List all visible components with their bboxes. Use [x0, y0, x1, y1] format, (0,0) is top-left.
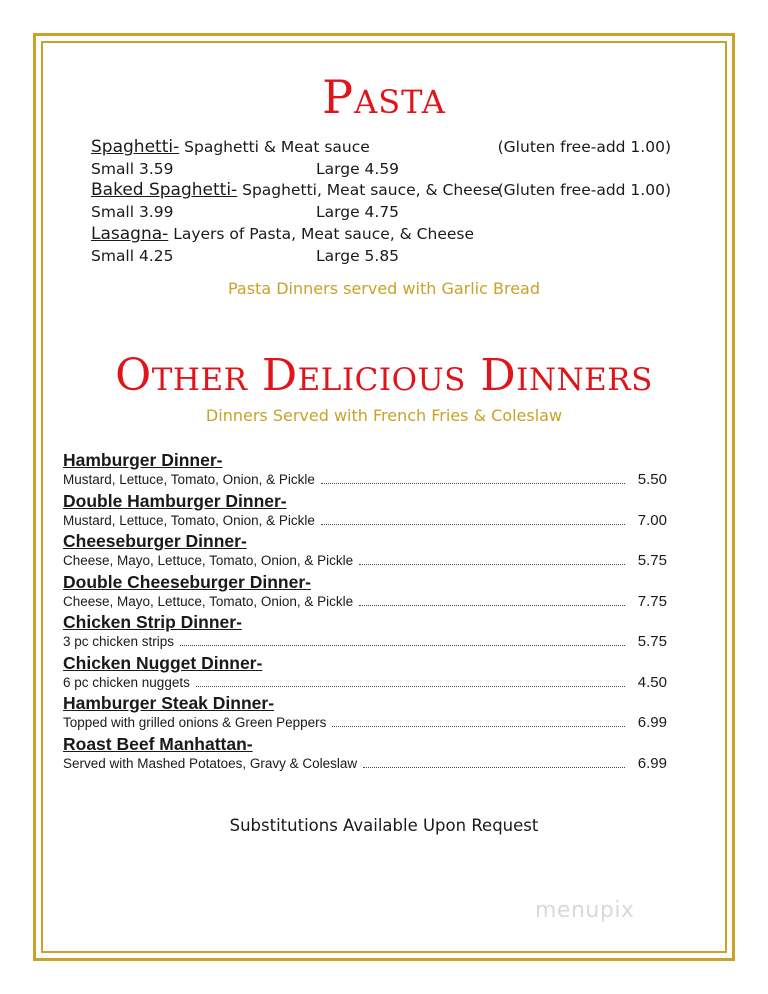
dot-leader — [321, 524, 625, 525]
small-price: Small 3.59 — [91, 160, 174, 178]
dinner-item — [63, 653, 667, 694]
dinner-name: Chicken Strip Dinner- — [63, 612, 242, 632]
dinner-desc: Cheese, Mayo, Lettuce, Tomato, Onion, & Pickle — [63, 593, 354, 609]
dinner-name: Double Cheeseburger Dinner- — [63, 571, 311, 592]
dinner-item — [63, 734, 667, 775]
dinner-price: 5.50 — [637, 471, 667, 488]
pasta-item-desc: Spaghetti & Meat sauce — [179, 138, 370, 156]
dot-leader — [363, 767, 625, 768]
menupix-watermark: menupix — [535, 898, 635, 923]
pasta-item-name: Lasagna- — [91, 224, 169, 244]
dinner-price: 4.50 — [637, 673, 667, 691]
pasta-item-spaghetti — [91, 137, 671, 181]
dinner-name: Hamburger Steak Dinner- — [63, 693, 275, 713]
dot-leader — [321, 483, 625, 484]
dinner-desc: Mustard, Lettuce, Tomato, Onion, & Pickle — [63, 512, 315, 528]
dinner-desc: 6 pc chicken nuggets — [63, 674, 190, 690]
dinner-price: 6.99 — [637, 754, 667, 772]
pasta-item-name: Baked Spaghetti- — [91, 180, 238, 200]
dinner-price: 6.99 — [637, 714, 667, 731]
pasta-note: Pasta Dinners served with Garlic Bread — [227, 279, 541, 298]
dinner-price: 7.75 — [637, 592, 667, 610]
dot-leader — [332, 726, 625, 727]
dinner-item — [63, 693, 667, 734]
dinner-item — [63, 612, 667, 653]
dinner-desc: Cheese, Mayo, Lettuce, Tomato, Onion, & Pickle — [63, 553, 354, 568]
dinner-desc: 3 pc chicken strips — [63, 634, 175, 649]
pasta-item-baked-spaghetti — [91, 180, 671, 224]
dinner-name: Cheeseburger Dinner- — [63, 531, 247, 551]
dot-leader — [196, 686, 625, 687]
dinner-price: 5.75 — [637, 552, 667, 569]
pasta-title: Pasta — [322, 70, 446, 124]
dinner-item — [63, 531, 667, 572]
dinner-item — [63, 450, 667, 491]
dinner-price: 5.75 — [637, 633, 667, 650]
dinner-name: Chicken Nugget Dinner- — [63, 652, 263, 673]
pasta-item-desc: Spaghetti, Meat sauce, & Cheese — [237, 181, 500, 199]
small-price: Small 4.25 — [91, 247, 174, 265]
dinners-subtitle: Dinners Served with French Fries & Coleslaw — [205, 406, 563, 425]
gluten-free-note: (Gluten free-add 1.00) — [497, 138, 671, 156]
dinner-name: Double Hamburger Dinner- — [63, 490, 287, 511]
dinners-title: Other Delicious Dinners — [115, 350, 653, 401]
gluten-free-note: (Gluten free-add 1.00) — [497, 181, 671, 199]
large-price: Large 4.75 — [316, 203, 400, 221]
dinner-desc: Mustard, Lettuce, Tomato, Onion, & Pickle — [63, 472, 315, 487]
pasta-item-desc: Layers of Pasta, Meat sauce, & Cheese — [168, 225, 475, 243]
small-price: Small 3.99 — [91, 203, 174, 221]
dinner-name: Hamburger Dinner- — [63, 450, 223, 470]
pasta-item-lasagna — [91, 224, 671, 268]
dot-leader — [359, 564, 625, 565]
dinner-name: Roast Beef Manhattan- — [63, 733, 253, 754]
dot-leader — [359, 605, 625, 606]
substitutions-note: Substitutions Available Upon Request — [229, 816, 539, 835]
dinner-item — [63, 491, 667, 532]
dinner-desc: Served with Mashed Potatoes, Gravy & Coleslaw — [63, 755, 358, 771]
large-price: Large 4.59 — [316, 160, 400, 178]
large-price: Large 5.85 — [316, 247, 400, 265]
pasta-item-name: Spaghetti- — [91, 137, 180, 157]
dinner-price: 7.00 — [637, 511, 667, 529]
dot-leader — [180, 645, 625, 646]
dinner-desc: Topped with grilled onions & Green Peppers — [63, 715, 327, 730]
dinner-list — [63, 450, 667, 774]
dinner-item — [63, 572, 667, 613]
